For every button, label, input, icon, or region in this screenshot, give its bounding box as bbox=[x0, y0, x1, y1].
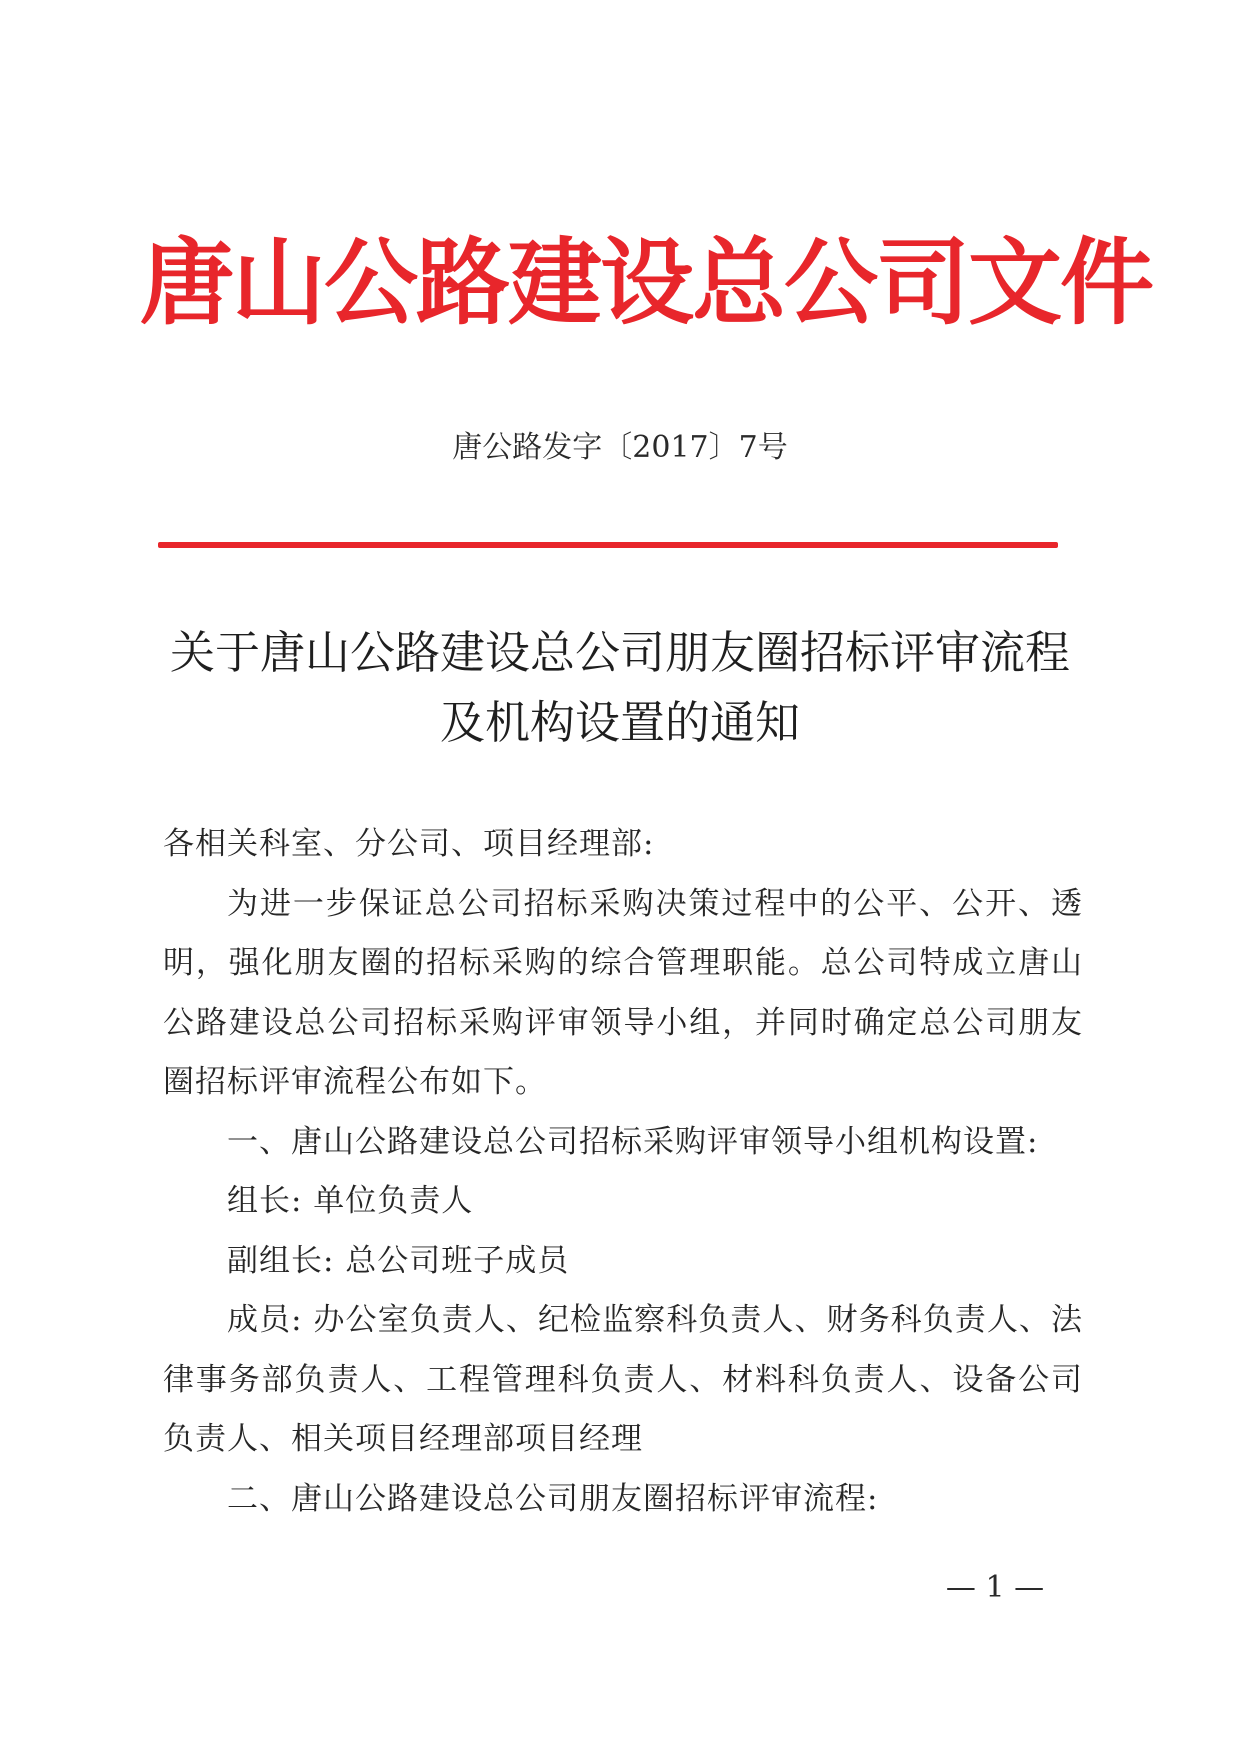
notice-title bbox=[150, 618, 1090, 758]
section-heading-2: 二、唐山公路建设总公司朋友圈招标评审流程: bbox=[227, 1480, 879, 1517]
intro-paragraph: 为进一步保证总公司招标采购决策过程中的公平、公开、透明，强化朋友圈的招标采购的综合管理职能。总公司特成立唐山公路建设总公司招标采购评审领导小组，并同时确定总公司朋友圈招标评审流程公布如下。 bbox=[163, 885, 1083, 1100]
notice-body bbox=[163, 815, 1083, 1529]
group-leader-line: 组长: 单位负责人 bbox=[227, 1183, 474, 1219]
document-number: 唐公路发字〔2017〕7号 bbox=[452, 430, 788, 465]
deputy-leader-line: 副组长: 总公司班子成员 bbox=[227, 1242, 570, 1279]
notice-title-line-2: 及机构设置的通知 bbox=[439, 696, 800, 749]
members-paragraph: 成员: 办公室负责人、纪检监察科负责人、财务科负责人、法律事务部负责人、工程管理科负责人、材料科负责人、设备公司负责人、相关项目经理部项目经理 bbox=[163, 1302, 1083, 1457]
salutation: 各相关科室、分公司、项目经理部: bbox=[163, 826, 655, 862]
notice-title-line-1: 关于唐山公路建设总公司朋友圈招标评审流程 bbox=[169, 626, 1070, 679]
red-divider-rule bbox=[158, 542, 1058, 548]
section-heading-1: 一、唐山公路建设总公司招标采购评审领导小组机构设置: bbox=[227, 1123, 1039, 1160]
document-masthead: 唐山公路建设总公司文件 bbox=[140, 228, 1153, 338]
page-number: — 1 — bbox=[945, 1570, 1045, 1605]
